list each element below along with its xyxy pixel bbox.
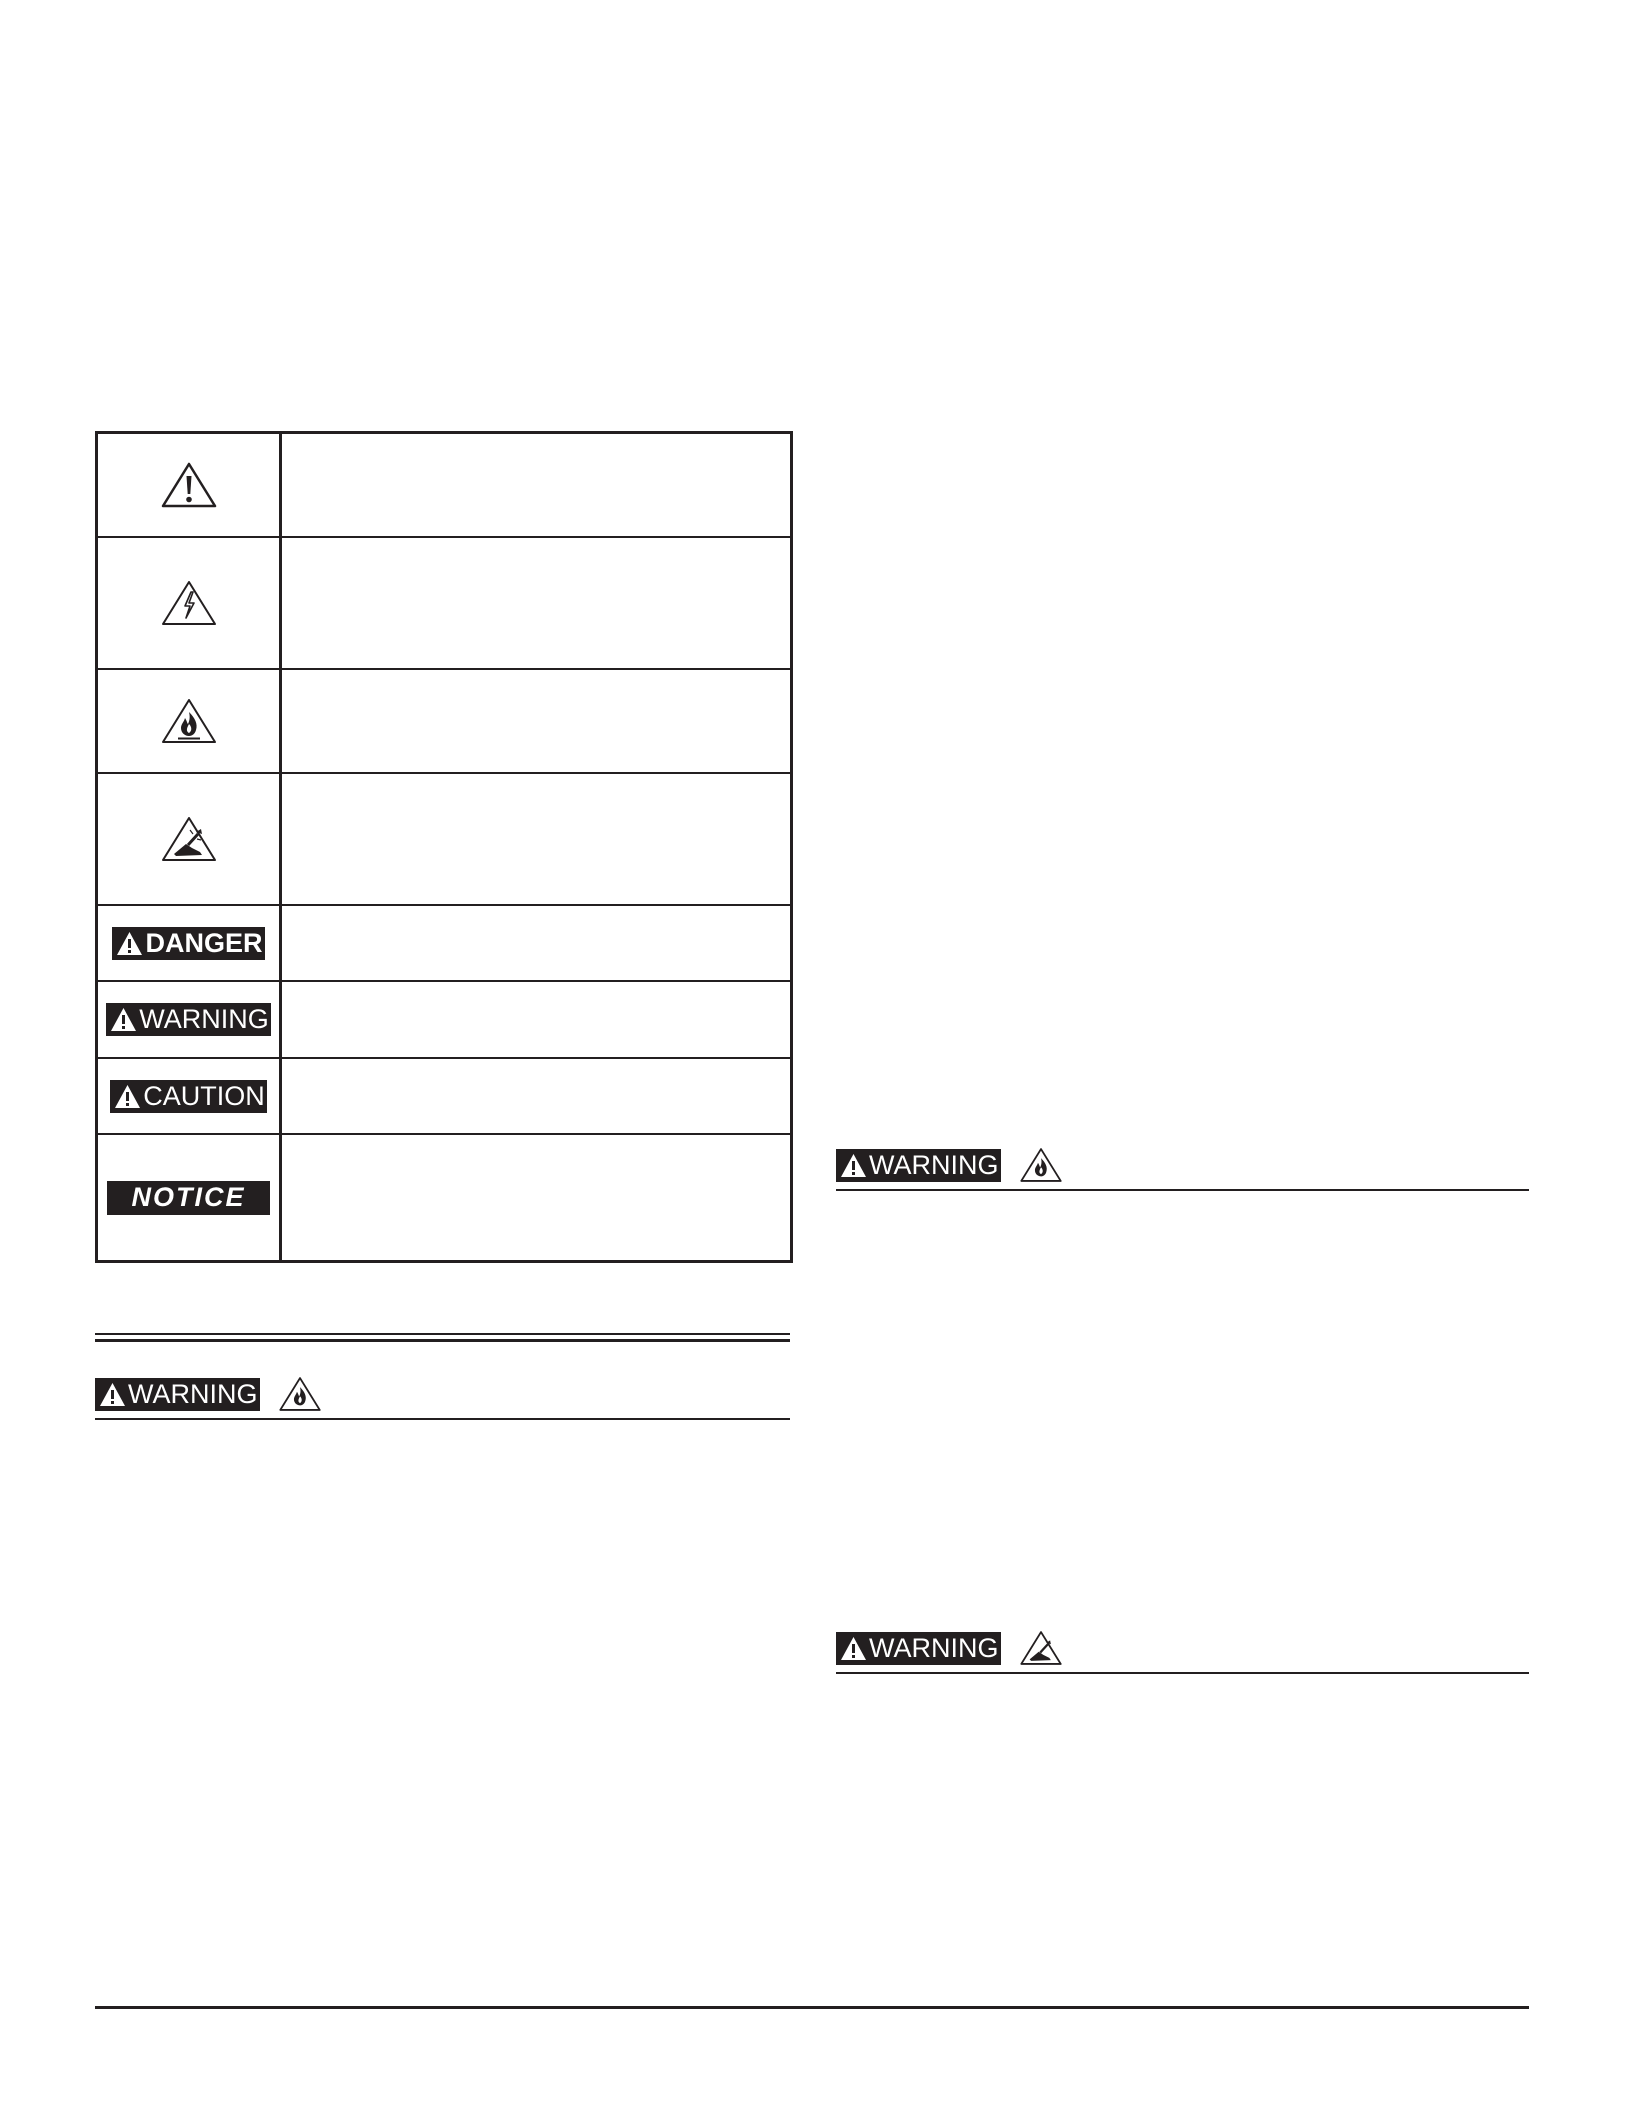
symbol-description-cell [282,538,790,668]
warning-label: WARNING [95,1378,260,1411]
alert-triangle-icon [99,1382,126,1407]
caution-label: CAUTION [110,1080,267,1113]
alert-triangle-icon [110,1007,137,1032]
table-row [98,774,790,906]
safety-alert-icon [160,460,218,510]
danger-label: DANGER [112,927,264,960]
table-row [98,1135,790,1260]
fire-hazard-icon [160,696,218,746]
electric-shock-icon [160,578,218,628]
section-divider-bottom [95,1339,790,1342]
right-warning-underline-2 [836,1672,1529,1674]
alert-triangle-icon [116,931,143,956]
pressure-injection-icon [1019,1628,1063,1668]
section-divider-top [95,1333,790,1335]
symbol-description-cell [282,1059,790,1133]
symbol-description-cell [282,774,790,904]
right-warning-underline-1 [836,1189,1529,1191]
table-row [98,538,790,670]
symbol-description-cell [282,1135,790,1260]
table-row [98,670,790,774]
left-warning-header [95,1374,322,1414]
table-row [98,434,790,538]
fire-hazard-icon [1019,1145,1063,1185]
warning-label: WARNING [836,1149,1001,1182]
alert-triangle-icon [114,1084,141,1109]
notice-label: NOTICE [107,1181,269,1215]
table-row [98,1059,790,1135]
left-warning-underline [95,1418,790,1420]
table-row [98,982,790,1059]
table-row [98,906,790,982]
symbol-description-cell [282,982,790,1057]
warning-label: WARNING [836,1632,1001,1665]
symbol-description-cell [282,434,790,536]
right-warning-header-pressure [836,1628,1063,1668]
hazard-symbol-table [95,431,793,1263]
footer-rule [95,2006,1529,2009]
warning-label: WARNING [106,1003,271,1036]
symbol-description-cell [282,906,790,980]
alert-triangle-icon [840,1153,867,1178]
fire-hazard-icon [278,1374,322,1414]
alert-triangle-icon [840,1636,867,1661]
symbol-description-cell [282,670,790,772]
pressure-injection-icon [160,814,218,864]
right-warning-header-fire [836,1145,1063,1185]
